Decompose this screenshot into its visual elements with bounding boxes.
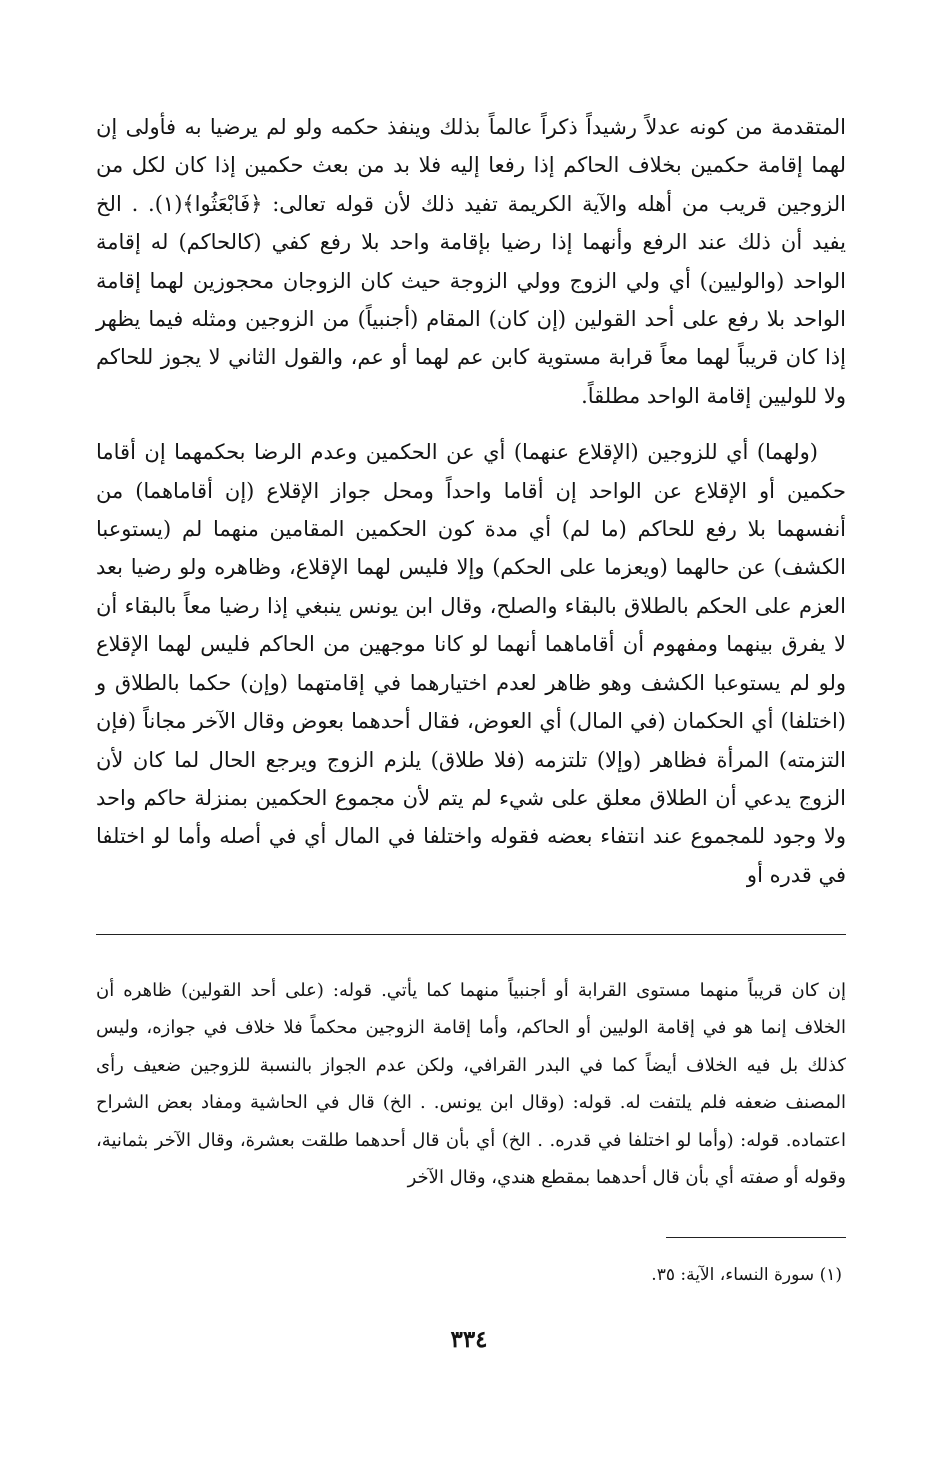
footnote-divider — [666, 1237, 846, 1238]
main-text — [96, 108, 846, 894]
commentary-divider — [96, 934, 846, 935]
commentary-text: إن كان قريباً منهما مستوى القرابة أو أجنبياً منهما كما يأتي. قوله: (على أحد القولين) ظاهره أن الخلاف إنما هو في إقامة الوليين أو الحاكم، وأما إقامة الزوجين محكماً فلا خلاف في جوازه، وليس كذلك بل فيه الخلاف أيضاً كما في البدر القرافي، ولكن عدم الجواز بالنسبة للزوجين ضعيف رأى المصنف ضعفه فلم يلتفت له. قوله: (وقال ابن يونس. . الخ) قال في الحاشية ومفاد بعض الشراح اعتماده. قوله: (وأما لو اختلفا في قدره. . الخ) أي بأن قال أحدهما طلقت بعشرة، وقال الآخر بثمانية، وقوله أو صفته أي بأن قال أحدهما بمقطع هندي، وقال الآخر — [96, 980, 846, 1189]
footnote: (١) سورة النساء، الآية: ٣٥. — [651, 1265, 842, 1285]
main-paragraph-1: المتقدمة من كونه عدلاً رشيداً ذكراً عالماً بذلك وينفذ حكمه ولو لم يرضيا به فأولى إن لهما إقامة حكمين بخلاف الحاكم إذا رفعا إليه فلا بد من بعث حكمين إذا كان لكل من الزوجين قريب من أهله والآية الكريمة تفيد ذلك لأن قوله تعالى: ﴿فَابْعَثُوا﴾(١). . الخ يفيد أن ذلك عند الرفع وأنهما إذا رضيا بإقامة واحد بلا رفع كفي (كالحاكم) له إقامة الواحد (والوليين) أي ولي الزوج وولي الزوجة حيث كان الزوجان محجوزين لهما إقامة الواحد بلا رفع على أحد القولين (إن كان) المقام (أجنبياً) من الزوجين ومثله فيما يظهر إذا كان قريباً لهما معاً قرابة مستوية كابن عم لهما أو عم، والقول الثاني لا يجوز للحاكم ولا للوليين إقامة الواحد مطلقاً. — [96, 115, 846, 408]
page-number: ٣٣٤ — [450, 1326, 488, 1353]
main-paragraph-2: (ولهما) أي للزوجين (الإقلاع عنهما) أي عن الحكمين وعدم الرضا بحكمهما إن أقاما حكمين أو الإقلاع عن الواحد إن أقاما واحداً ومحل جواز الإقلاع (إن أقاماهما) من أنفسهما بلا رفع للحاكم (ما لم) أي مدة كون الحكمين المقامين منهما لم (يستوعبا الكشف) عن حالهما (ويعزما على الحكم) وإلا فليس لهما الإقلاع، وظاهره ولو رضيا بعد العزم على الحكم بالطلاق بالبقاء والصلح، وقال ابن يونس ينبغي إذا رضيا معاً بالبقاء أن لا يفرق بينهما ومفهوم أن أقاماهما أنهما لو كانا موجهين من الحاكم فليس لهما الإقلاع ولو لم يستوعبا الكشف وهو ظاهر لعدم اختيارهما في إقامتهما (وإن) حكما بالطلاق و (اختلفا) أي الحكمان (في المال) أي العوض، فقال أحدهما بعوض وقال الآخر مجاناً (فإن التزمته) المرأة فظاهر (وإلا) تلتزمه (فلا طلاق) يلزم الزوج ويرجع الحال لما كان لأن الزوج يدعي أن الطلاق معلق على شيء لم يتم لأن مجموع الحكمين بمنزلة حاكم واحد ولا وجود للمجموع عند انتفاء بعضه فقوله واختلفا في المال أي في أصله وأما لو اختلفا في قدره أو — [96, 440, 846, 887]
